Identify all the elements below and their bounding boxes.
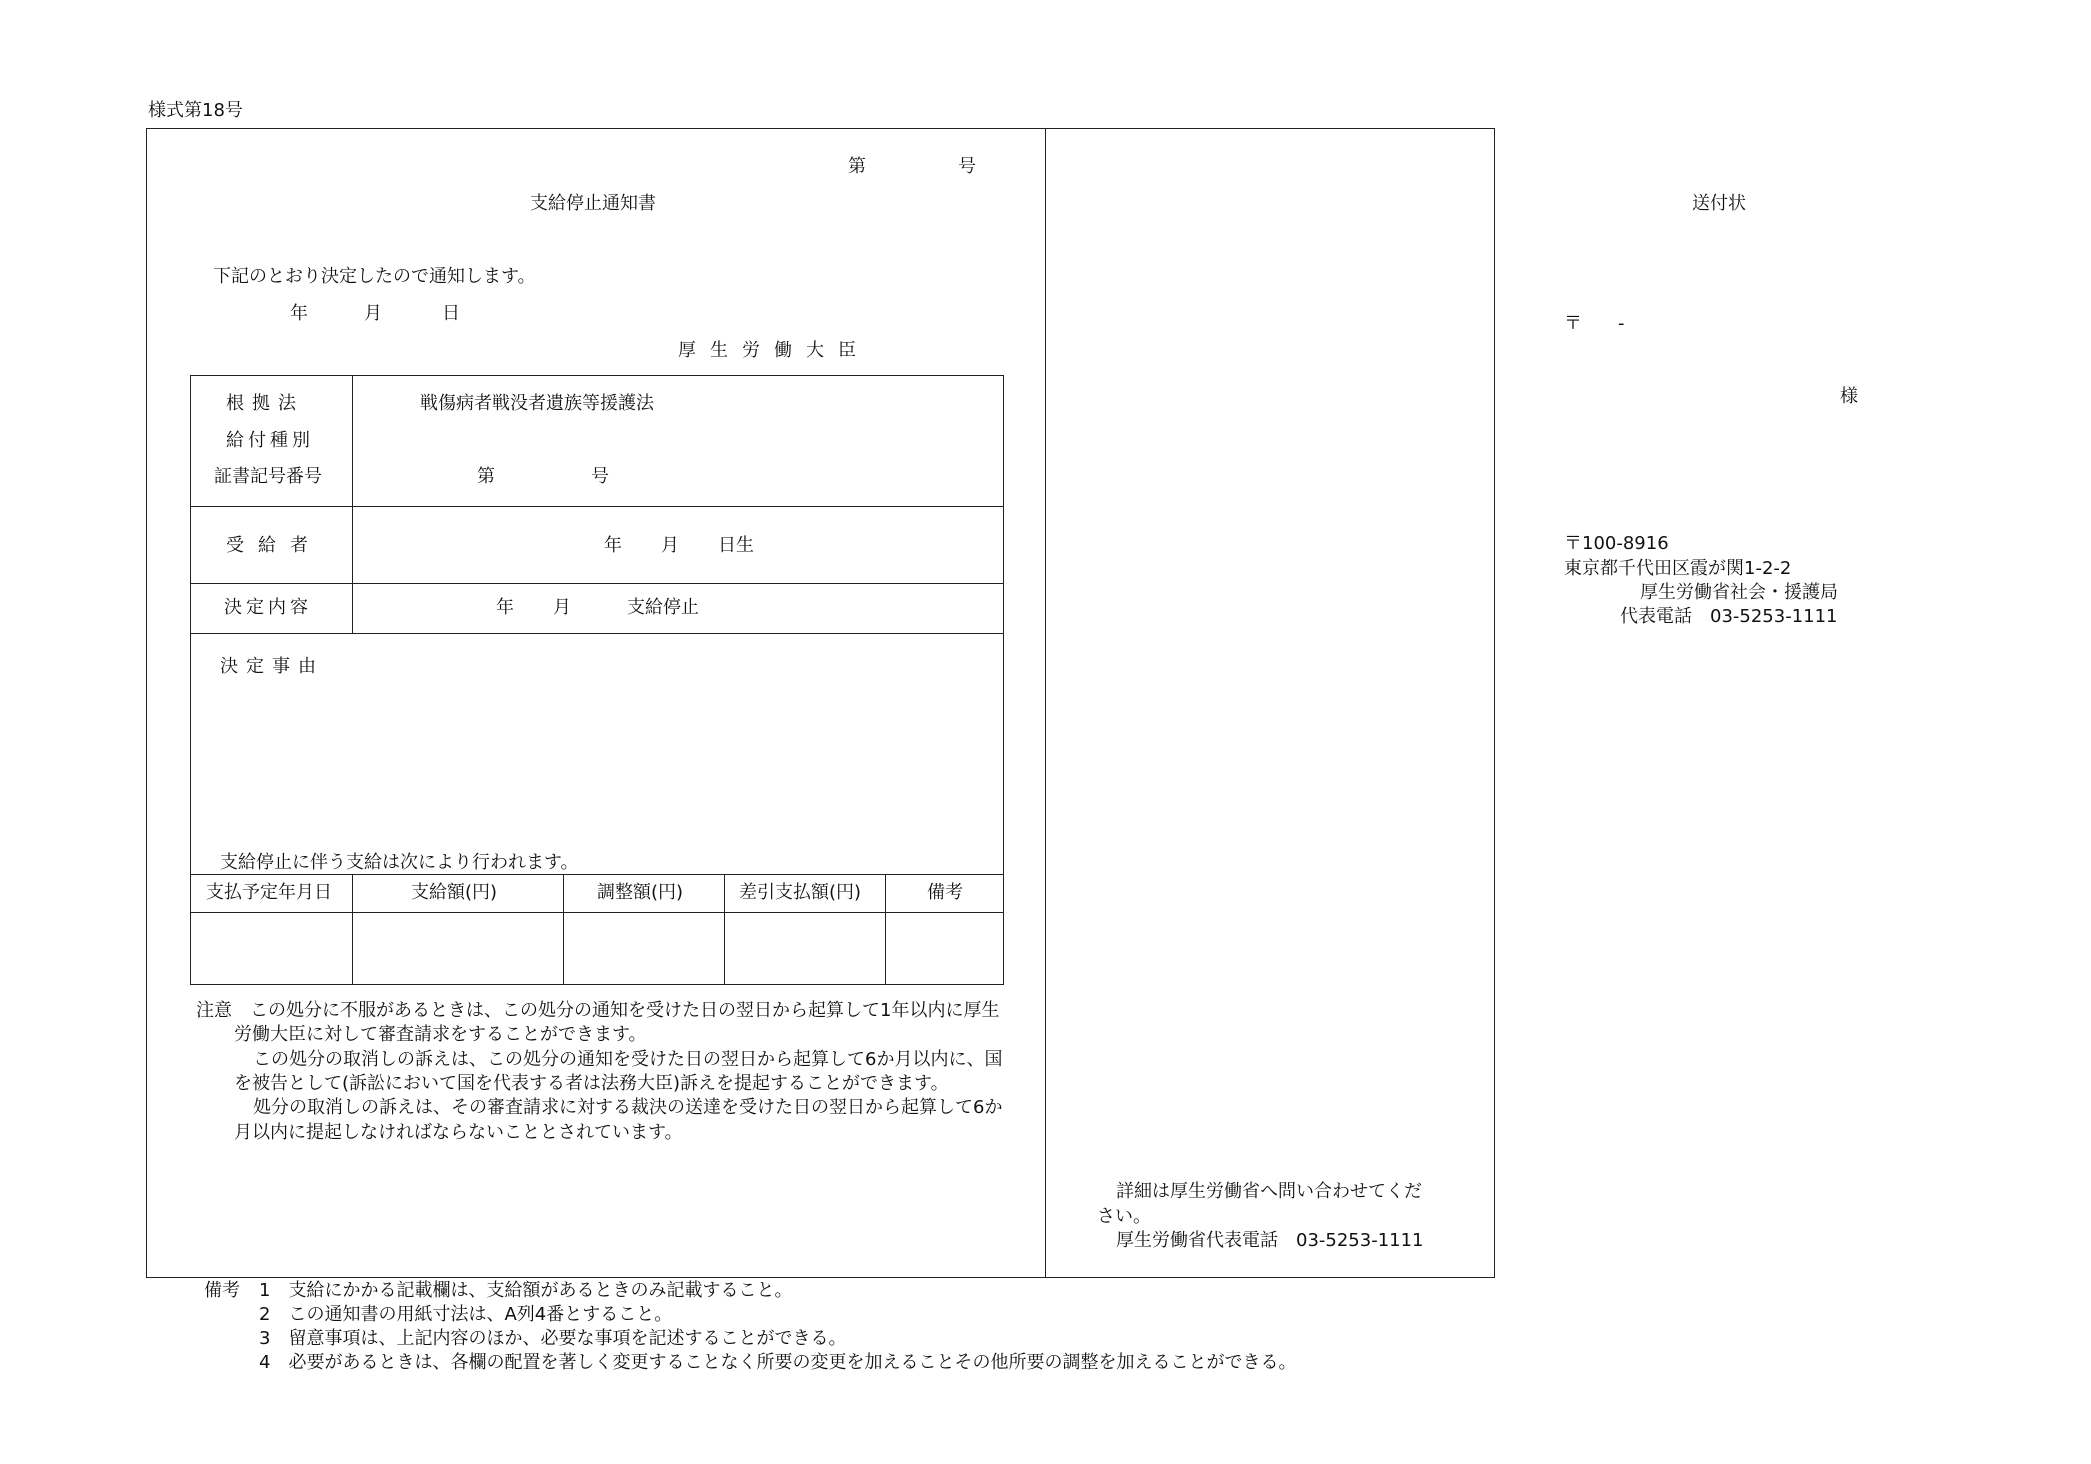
cover-honorific: 様 (1840, 386, 1858, 407)
remarks-item-1: 1 支給にかかる記載欄は、支給額があるときのみ記載すること。 (259, 1280, 793, 1301)
caution-line-2: 労働大臣に対して審査請求をすることができます。 (234, 1024, 647, 1045)
sender-org: 厚生労働省社会・援護局 (1640, 582, 1838, 603)
caution-line-6: 月以内に提起しなければならないこととされています。 (234, 1122, 683, 1143)
recipient-label: 受給者 (226, 535, 322, 556)
remarks-label: 備考 (204, 1280, 240, 1301)
date-day: 日 (442, 303, 460, 324)
col-header-net-amount: 差引支払額(円) (739, 882, 862, 903)
reason-label: 決定事由 (220, 656, 324, 677)
caution-line-1: 注意 この処分に不服があるときは、この処分の通知を受けた日の翌日から起算して1年以内に厚生 (196, 1000, 1000, 1021)
notice-title: 支給停止通知書 (530, 193, 656, 214)
table-rule-1 (190, 506, 1004, 507)
col-header-remarks: 備考 (927, 882, 963, 903)
cert-dai: 第 (477, 466, 495, 487)
date-year: 年 (290, 303, 308, 324)
sender-phone: 代表電話 03-5253-1111 (1620, 606, 1838, 627)
notice-number-go: 号 (958, 156, 976, 177)
caution-line-5: 処分の取消しの訴えは、その審査請求に対する裁決の送達を受けた日の翌日から起算して6か (253, 1097, 1003, 1118)
law-value: 戦傷病者戦没者遺族等援護法 (420, 393, 654, 414)
caution-line-4: を被告として(訴訟において国を代表する者は法務大臣)訴えを提起することができます。 (234, 1073, 949, 1094)
sender-postal: 〒100-8916 (1564, 533, 1669, 554)
payment-rule-top (190, 874, 1004, 875)
notice-number-dai: 第 (848, 156, 866, 177)
contact-line-2: さい。 (1097, 1206, 1151, 1227)
decision-year: 年 (496, 597, 514, 618)
cover-title: 送付状 (1692, 193, 1746, 214)
table-label-divider-top (352, 375, 353, 634)
decision-value: 支給停止 (627, 597, 699, 618)
table-rule-3 (190, 633, 1004, 634)
col-header-amount: 支給額(円) (411, 882, 498, 903)
remarks-item-3: 3 留意事項は、上記内容のほか、必要な事項を記述することができる。 (259, 1328, 847, 1349)
payment-col-divider-4 (885, 874, 886, 985)
payment-col-divider-2 (563, 874, 564, 985)
contact-line-1: 詳細は厚生労働省へ問い合わせてくだ (1116, 1181, 1422, 1202)
caution-line-3: この処分の取消しの訴えは、この処分の通知を受けた日の翌日から起算して6か月以内に、国 (253, 1049, 1003, 1070)
issuer: 厚生労働大臣 (678, 340, 870, 361)
notice-intro: 下記のとおり決定したので通知します。 (213, 266, 536, 287)
date-month: 月 (364, 303, 382, 324)
cover-postal-dash: - (1618, 313, 1625, 334)
remarks-item-4: 4 必要があるときは、各欄の配置を著しく変更することなく所要の変更を加えることその他所要の調整を加えることができる。 (259, 1352, 1297, 1373)
payment-col-divider-3 (724, 874, 725, 985)
table-rule-2 (190, 583, 1004, 584)
payment-note: 支給停止に伴う支給は次により行われます。 (220, 852, 579, 873)
payment-rule-header (190, 912, 1004, 913)
center-divider (1045, 128, 1046, 1278)
sender-address: 東京都千代田区霞が関1-2-2 (1564, 558, 1792, 579)
cert-go: 号 (591, 466, 609, 487)
contact-line-3: 厚生労働省代表電話 03-5253-1111 (1116, 1230, 1424, 1251)
col-header-adjustment: 調整額(円) (597, 882, 684, 903)
recipient-month: 月 (661, 535, 679, 556)
kind-label: 給付種別 (226, 430, 314, 451)
col-header-payment-date: 支払予定年月日 (206, 882, 332, 903)
cert-label: 証書記号番号 (214, 466, 322, 487)
remarks-item-2: 2 この通知書の用紙寸法は、A列4番とすること。 (259, 1304, 673, 1325)
recipient-year: 年 (604, 535, 622, 556)
decision-month: 月 (553, 597, 571, 618)
cover-postal-mark: 〒 (1564, 313, 1582, 334)
law-label: 根拠法 (226, 393, 304, 414)
decision-label: 決定内容 (224, 597, 312, 618)
form-number: 様式第18号 (148, 100, 243, 121)
payment-col-divider-1 (352, 874, 353, 985)
recipient-birth: 日生 (718, 535, 754, 556)
